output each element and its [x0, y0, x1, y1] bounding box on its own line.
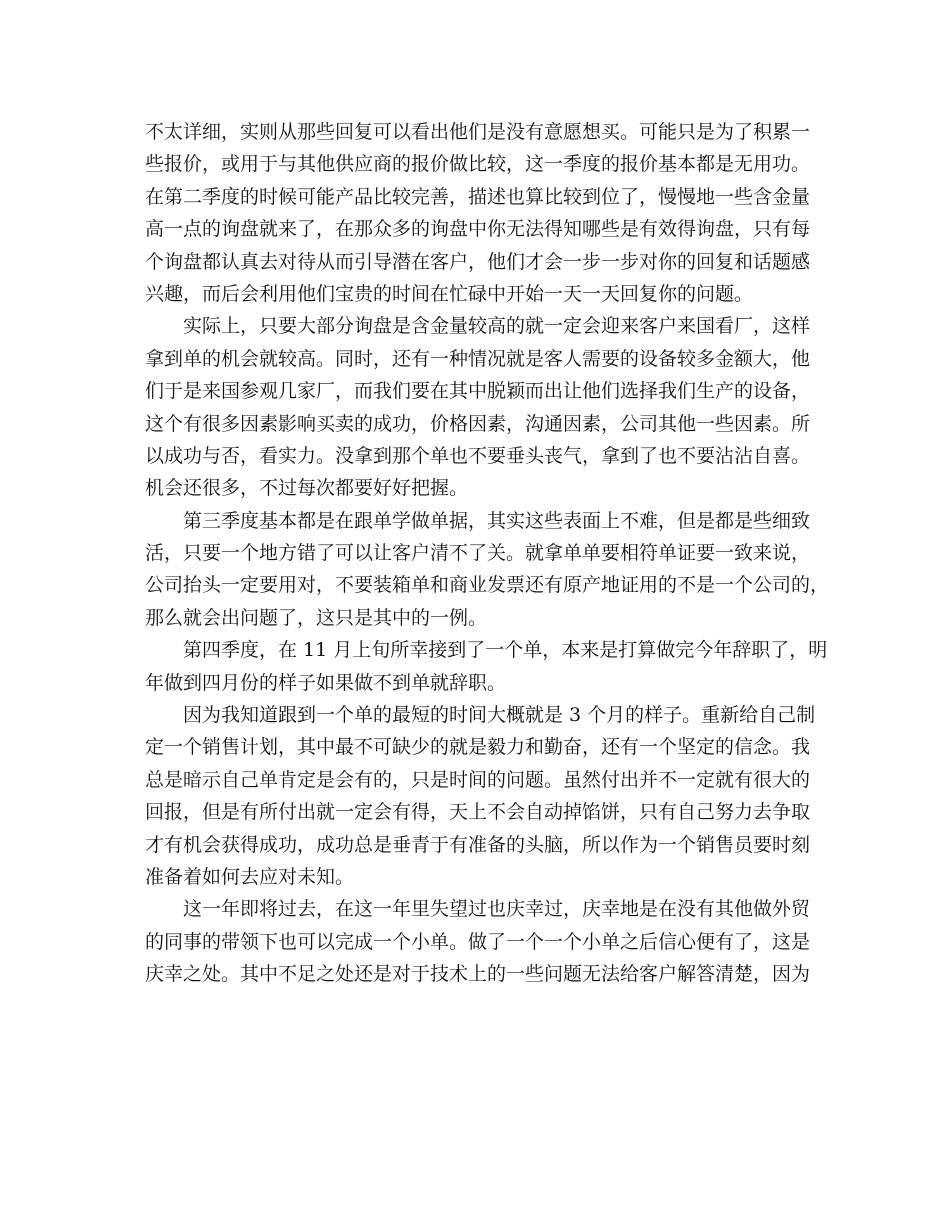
text-line: 拿到单的机会就较高。同时，还有一种情况就是客人需要的设备较多金额大，他: [145, 347, 811, 370]
text-line: 的同事的带领下也可以完成一个小单。做了一个一个小单之后信心便有了，这是: [145, 930, 811, 953]
text-line: 高一点的询盘就来了，在那众多的询盘中你无法得知哪些是有效得询盘，只有每: [145, 218, 811, 241]
text-line: 兴趣，而后会利用他们宝贵的时间在忙碌中开始一天一天回复你的问题。: [145, 282, 754, 305]
text-line: 第三季度基本都是在跟单学做单据，其实这些表面上不难，但是都是些细致: [183, 509, 811, 532]
text-line: 定一个销售计划，其中最不可缺少的就是毅力和勤奋，还有一个坚定的信念。我: [145, 736, 811, 759]
text-line: 年做到四月份的样子如果做不到单就辞职。: [145, 671, 507, 694]
text-line: 第四季度，在 11 月上旬所幸接到了一个单，本来是打算做完今年辞职了，明: [183, 639, 828, 662]
text-line: 庆幸之处。其中不足之处还是对于技术上的一些问题无法给客户解答清楚，因为: [145, 963, 811, 986]
text-line: 机会还很多，不过每次都要好好把握。: [145, 477, 469, 500]
text-line: 以成功与否，看实力。没拿到那个单也不要垂头丧气，拿到了也不要沾沾自喜。: [145, 444, 811, 467]
text-line: 活，只要一个地方错了可以让客户清不了关。就拿单单要相符单证要一致来说，: [145, 542, 811, 565]
text-line: 那么就会出问题了，这只是其中的一例。: [145, 606, 488, 629]
text-line: 才有机会获得成功，成功总是垂青于有准备的头脑，所以作为一个销售员要时刻: [145, 833, 811, 856]
text-line: 因为我知道跟到一个单的最短的时间大概就是 3 个月的样子。重新给自己制: [183, 704, 816, 727]
text-line: 不太详细，实则从那些回复可以看出他们是没有意愿想买。可能只是为了积累一: [145, 121, 811, 143]
text-line: 们于是来国参观几家厂，而我们要在其中脱颖而出让他们选择我们生产的设备，: [145, 380, 811, 403]
text-line: 回报，但是有所付出就一定会有得，天上不会自动掉馅饼，只有自己努力去争取: [145, 801, 811, 824]
body-text: [145, 116, 830, 991]
text-line: 在第二季度的时候可能产品比较完善，描述也算比较到位了，慢慢地一些含金量: [145, 185, 811, 208]
text-line: 公司抬头一定要用对，不要装箱单和商业发票还有原产地证用的不是一个公司的，: [145, 574, 830, 597]
text-line: 个询盘都认真去对待从而引导潜在客户，他们才会一步一步对你的回复和话题感: [145, 250, 811, 273]
text-line: 总是暗示自己单肯定是会有的，只是时间的问题。虽然付出并不一定就有很大的: [145, 768, 811, 791]
text-line: 些报价，或用于与其他供应商的报价做比较，这一季度的报价基本都是无用功。: [145, 153, 811, 176]
text-line: 这一年即将过去，在这一年里失望过也庆幸过，庆幸地是在没有其他做外贸: [183, 898, 811, 921]
text-line: 实际上，只要大部分询盘是含金量较高的就一定会迎来客户来国看厂，这样: [183, 315, 811, 338]
text-line: 准备着如何去应对未知。: [145, 865, 355, 888]
text-line: 这个有很多因素影响买卖的成功，价格因素，沟通因素，公司其他一些因素。所: [145, 412, 811, 435]
